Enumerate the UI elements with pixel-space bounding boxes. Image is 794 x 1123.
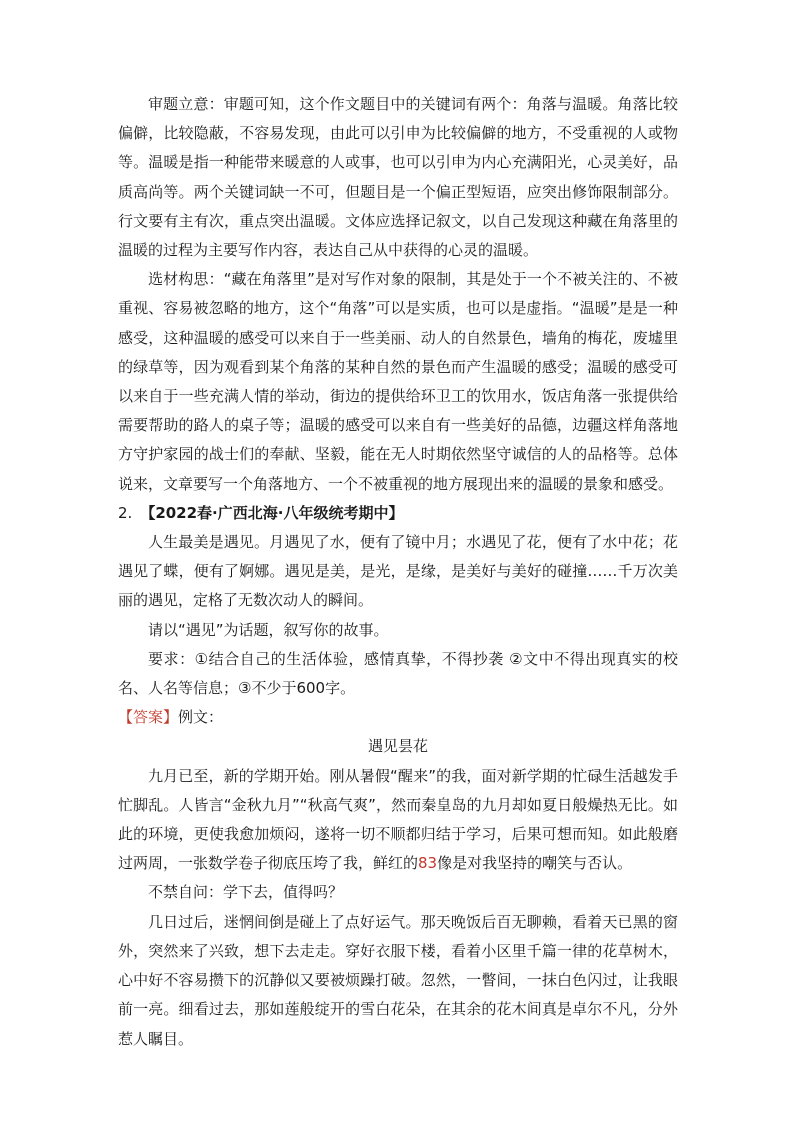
question-instruction: 请以“遇见”为话题，叙写你的故事。 (148, 620, 389, 639)
essay-title: 遇见昙花 (367, 737, 428, 756)
question-number: 2. (118, 503, 133, 522)
question-prompt: 人生最美是遇见。月遇见了水，便有了镜中月；水遇见了花，便有了水中花；花遇见了蝶，便有了婀娜。遇见是美，是光，是缘，是美好与美好的碰撞……千万次美丽的遇见，定格了无数次动人的瞬间。 (118, 533, 678, 610)
analysis-paragraph-2: 选材构思：“藏在角落里”是对写作对象的限制，其是处于一个不被关注的、不被重视、容易被忽略的地方，这个“角落”可以是实质，也可以是虚指。“温暖”是是一种感受，这种温暖的感受可以来自于一些美丽、动人的自然景色，墙角的梅花，废墟里的绿草等，因为观看到某个角落的某种自然的景色而产生温暖的感受；温暖的感受可以来自于一些充满人情的举动，街边的提供给环卫工的饮用水，饭店角落一张提供给需要帮助的路人的桌子等；温暖的感受可以来自有一些美好的品德，边疆这样角落地方守护家园的战士们的奉献、坚毅，能在无人时期依然坚守诚信的人的品格等。总体说来，文章要写一个角落地方、一个不被重视的地方展现出来的温暖的景象和感受。 (118, 270, 678, 493)
answer-label: 例文： (178, 708, 224, 727)
essay-score: 83 (418, 854, 438, 873)
analysis-paragraph-1: 审题立意：审题可知，这个作文题目中的关键词有两个：角落与温暖。角落比较偏僻，比较隐蔽，不容易发现，由此可以引申为比较偏僻的地方，不受重视的人或物等。温暖是指一种能带来暖意的人或事，也可以引申为内心充满阳光，心灵美好，品质高尚等。两个关键词缺一不可，但题目是一个偏正型短语，应突出修饰限制部分。行文要有主有次，重点突出温暖。文体应选择记叙文，以自己发现这种藏在角落里的温暖的过程为主要写作内容，表达自己从中获得的心灵的温暖。 (118, 95, 678, 260)
document-page (118, 90, 678, 1054)
question-requirements: 要求：①结合自己的生活体验，感情真挚，不得抄袭 ②文中不得出现真实的校名、人名等信息；③不少于600字。 (118, 649, 678, 698)
answer-tag: 【答案】 (118, 708, 179, 727)
answer-header (118, 703, 678, 732)
essay-paragraph-2: 不禁自问：学下去，值得吗？ (148, 883, 344, 902)
essay-paragraph-1 (118, 762, 678, 879)
question-header (118, 499, 678, 528)
essay-paragraph-3: 几日过后，迷惘间倒是碰上了点好运气。那天晚饭后百无聊赖，看着天已黑的窗外，突然来了兴致，想下去走走。穿好衣服下楼，看着小区里千篇一律的花草树木，心中好不容易攒下的沉静似又要被烦躁打破。忽然，一瞥间，一抹白色闪过，让我眼前一亮。细看过去，那如莲般绽开的雪白花朵，在其余的花木间真是卓尔不凡，分外惹人瞩目。 (118, 912, 678, 1048)
essay-p1-tail: 像是对我坚持的嘲笑与否认。 (437, 854, 633, 873)
essay-p1-text: 九月已至，新的学期开始。刚从暑假“醒来”的我，面对新学期的忙碌生活越发手忙脚乱。人皆言“金秋九月”“秋高气爽”，然而秦皇岛的九月却如夏日般燥热无比。如此的环境，更使我愈加烦闷，遂将一切不顺都归结于学习，后果可想而知。如此般磨过两周，一张数学卷子彻底压垮了我，鲜红的 (118, 766, 678, 873)
question-source: 【2022春·广西北海·八年级统考期中】 (140, 503, 404, 522)
